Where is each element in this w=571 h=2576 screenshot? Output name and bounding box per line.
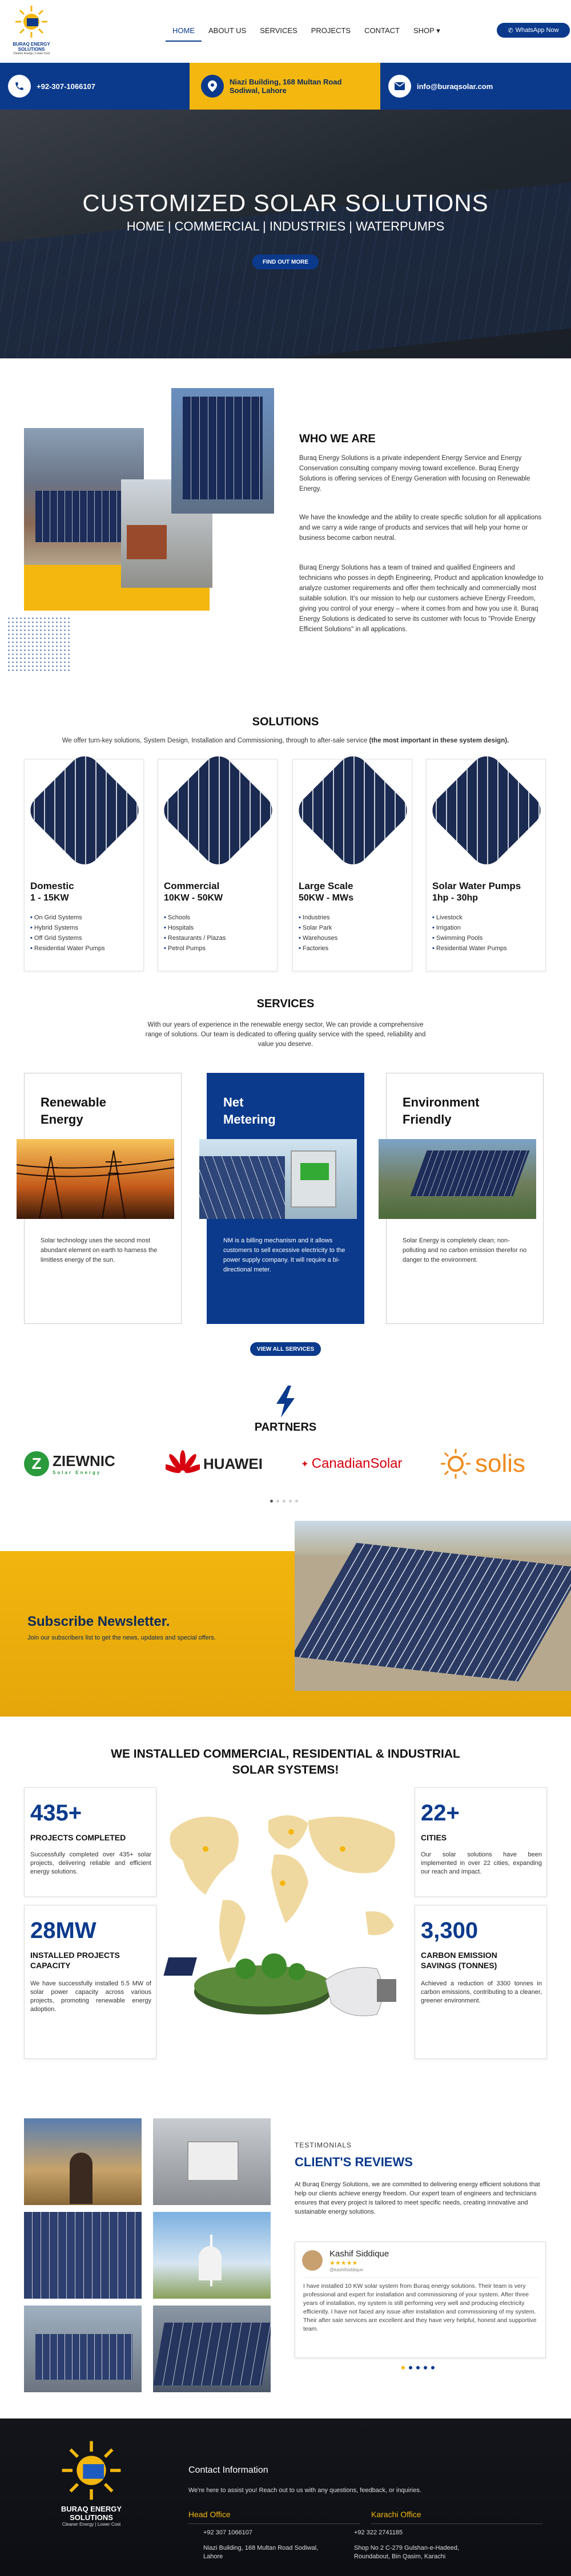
ziewnic-tagline: Solar Energy <box>53 1470 102 1475</box>
stats-title <box>0 1746 571 1778</box>
partners-carousel-dots <box>270 1500 298 1503</box>
world-map-bulb-illustration <box>160 1798 411 2049</box>
whatsapp-icon: ✆ <box>508 27 513 34</box>
solution-image <box>426 750 547 871</box>
site-footer <box>0 2418 571 2576</box>
solution-card-water-pumps[interactable] <box>426 759 546 971</box>
contact-address <box>190 63 380 110</box>
service-description: Solar Energy is completely clean; non-polluting and no carbon emission therefor no danger to the environment. <box>403 1237 527 1263</box>
who-we-are-images <box>24 388 275 662</box>
carousel-dot[interactable] <box>283 1500 286 1503</box>
partner-logo-solis <box>440 1447 525 1481</box>
solution-title: Large Scale <box>299 881 353 891</box>
stats-title-line-2: SOLAR SYSTEMS! <box>232 1763 339 1776</box>
solution-title: Solar Water Pumps <box>432 881 521 891</box>
carousel-dot[interactable] <box>276 1500 279 1503</box>
solution-range: 1hp - 30hp <box>432 893 478 903</box>
sun-logo-icon <box>14 5 49 39</box>
stat-value: 435+ <box>30 1800 82 1826</box>
solution-card-large-scale[interactable] <box>292 759 412 971</box>
footer-logo[interactable] <box>51 2439 131 2527</box>
reviews-intro: At Buraq Energy Solutions, we are committed to delivering energy efficient solutions that help our clients achieve energy freedom. Our expert team of engineers and technicians ensures that every project is tailored to meet specific needs, creating innovative and sustainable energy solutions. <box>295 2181 540 2215</box>
nav-shop[interactable] <box>407 24 447 42</box>
who-paragraph-2: We have the knowledge and the ability to create specific solution for all applications and we carry a wide range of products and services that will help your home or business become carbon neutral. <box>299 514 542 542</box>
avatar <box>302 2250 323 2271</box>
services-title: SERVICES <box>256 998 315 1010</box>
nav-projects[interactable]: PROJECTS <box>311 26 351 35</box>
service-title <box>403 1094 479 1128</box>
reviews-carousel-dots <box>401 2366 435 2369</box>
phone-icon <box>8 75 31 98</box>
client-reviews-title: CLIENT'S REVIEWS <box>295 2155 413 2169</box>
newsletter-title: Subscribe Newsletter. <box>27 1614 170 1629</box>
hero-banner <box>0 110 571 358</box>
hero-title: CUSTOMIZED SOLAR SOLUTIONS <box>82 189 489 216</box>
net-meter-photo <box>199 1139 357 1219</box>
list-item: • Residential Water Pumps <box>30 943 105 954</box>
reviewer-name: Kashif Siddique <box>329 2249 389 2259</box>
stat-label <box>421 1950 497 1971</box>
service-card-environment[interactable] <box>386 1073 544 1324</box>
contact-bar <box>0 63 571 110</box>
who-we-are-title: WHO WE ARE <box>299 433 376 445</box>
stat-card-capacity <box>24 1905 156 2059</box>
chevron-down-icon: ▾ <box>436 26 440 35</box>
stat-description: We have successfully installed 5.5 MW of solar power capacity across various projects, promoting renewable energy adoption. <box>30 1980 151 2013</box>
services-intro: With our years of experience in the renewable energy sector, We can provide a comprehensive range of solutions. Our team is dedicated to offering quality service with the speed, reliability and value you deserve. <box>145 1021 426 1048</box>
solution-title: Commercial <box>164 881 220 891</box>
nav-contact[interactable]: CONTACT <box>364 26 400 35</box>
list-item: • Petrol Pumps <box>164 943 226 954</box>
contact-info-text: We're here to assist you! Reach out to us with any questions, feedback, or inquiries. <box>188 2487 421 2494</box>
karachi-office-address: Shop No 2 C-279 Gulshan-e-Hadeed, Roundabout, Bin Qasim, Karachi <box>354 2545 460 2560</box>
stat-description: Our solar solutions have been implemented in over 22 cities, expanding our reach and impact. <box>421 1851 542 1875</box>
service-title-line-2: Metering <box>223 1112 276 1127</box>
contact-email[interactable] <box>380 63 571 110</box>
newsletter-text: Join our subscribers list to get the news, updates and special offers. <box>27 1634 216 1641</box>
service-title <box>41 1094 106 1128</box>
solution-image <box>292 750 413 871</box>
contact-info-title: Contact Information <box>188 2465 268 2475</box>
list-item: • Solar Park <box>299 923 337 933</box>
service-title-line-2: Friendly <box>403 1112 452 1127</box>
partner-logo-ziewnic <box>24 1447 115 1481</box>
footer-logo-tagline: Cleaner Energy | Lower Cost <box>62 2522 121 2527</box>
view-all-services-button[interactable]: VIEW ALL SERVICES <box>250 1342 321 1356</box>
review-photo-2 <box>153 2118 271 2205</box>
canadiansolar-wordmark: CanadianSolar <box>311 1456 403 1471</box>
solution-card-commercial[interactable] <box>158 759 278 971</box>
phone-text: +92-307-1066107 <box>37 82 96 91</box>
solution-title: Domestic <box>30 881 74 891</box>
email-text: info@buraqsolar.com <box>417 82 493 91</box>
list-item: • Restaurants / Plazas <box>164 933 226 943</box>
footer-logo-title: BURAQ ENERGY SOLUTIONS <box>61 2505 122 2522</box>
powerline-sunset-photo <box>17 1139 174 1219</box>
service-title-line-2: Energy <box>41 1112 83 1127</box>
carousel-dot[interactable] <box>295 1500 298 1503</box>
huawei-petal-icon <box>166 1450 200 1477</box>
nav-home[interactable]: HOME <box>166 24 202 42</box>
find-out-more-button[interactable]: FIND OUT MORE <box>252 255 319 269</box>
stat-label-line-2: SAVINGS (TONNES) <box>421 1961 497 1970</box>
solution-image <box>158 750 279 871</box>
solution-list <box>299 912 337 954</box>
service-description: NM is a billing mechanism and it allows customers to sell excessive electricity to the power supply company. It will require a bi-directional meter. <box>223 1237 345 1273</box>
testimonials-eyebrow: TESTIMONIALS <box>295 2141 352 2149</box>
whatsapp-label: WhatsApp Now <box>515 27 559 34</box>
ziewnic-z-icon: Z <box>24 1451 49 1476</box>
address-line-2: Sodiwal, Lahore <box>230 86 287 95</box>
ziewnic-wordmark: ZIEWNIC <box>53 1452 115 1469</box>
solution-image <box>24 750 145 871</box>
service-description: Solar technology uses the second most abundant element on earth to harness the limitless energy of the sun. <box>41 1237 158 1263</box>
partner-logo-canadiansolar <box>301 1447 403 1481</box>
list-item: • Residential Water Pumps <box>432 943 507 954</box>
mail-icon <box>388 75 411 98</box>
logo-title: BURAQ ENERGY SOLUTIONS <box>13 42 50 52</box>
who-paragraph-1: Buraq Energy Solutions is a private independent Energy Service and Energy Conservation consulting company moving toward excellence. Buraq Energy Solutions is offering services of Energy Generation with focusing on Renewable Energy. <box>299 455 530 492</box>
stat-label: CITIES <box>421 1833 447 1842</box>
karachi-office-phone[interactable]: +92 322 2741185 <box>354 2529 403 2536</box>
service-title-line-1: Net <box>223 1095 244 1109</box>
solution-card-domestic[interactable] <box>24 759 144 971</box>
stat-description: Successfully completed over 435+ solar projects, delivering reliable and efficient energy solutions. <box>30 1851 151 1875</box>
review-photo-6 <box>153 2306 271 2392</box>
partner-logo-huawei <box>166 1447 263 1481</box>
list-item: • Warehouses <box>299 933 337 943</box>
list-item: • Swimming Pools <box>432 933 507 943</box>
solutions-intro-text: We offer turn-key solutions, System Design, Installation and Commissioning, through to after-sale service <box>62 737 368 744</box>
stats-title-line-1: WE INSTALLED COMMERCIAL, RESIDENTIAL & INDUSTRIAL <box>111 1747 460 1761</box>
review-photo-5 <box>24 2306 142 2392</box>
solis-wordmark: solis <box>475 1449 526 1477</box>
solution-list <box>432 912 507 954</box>
review-card <box>295 2242 546 2358</box>
solution-list <box>30 912 105 954</box>
head-office-address: Niazi Building, 168 Multan Road Sodiwal, Lahore <box>203 2545 319 2560</box>
solutions-intro <box>0 737 571 744</box>
stat-label-line-1: INSTALLED PROJECTS <box>30 1951 120 1960</box>
stat-label-line-2: CAPACITY <box>30 1961 71 1970</box>
review-photo-1 <box>24 2118 142 2205</box>
service-card-renewable[interactable] <box>24 1073 182 1324</box>
service-title <box>223 1094 276 1128</box>
stat-card-cities <box>415 1787 547 1897</box>
nav-services[interactable]: SERVICES <box>260 26 297 35</box>
solution-range: 1 - 15KW <box>30 893 69 903</box>
stat-value: 22+ <box>421 1800 460 1826</box>
logo-tagline: Cleaner Energy | Lower Cost <box>13 52 50 55</box>
stat-description: Achieved a reduction of 3300 tonnes in carbon emissions, contributing to a cleaner, greener environment. <box>421 1980 542 2004</box>
service-title-line-1: Renewable <box>41 1095 106 1109</box>
list-item: • Irrigation <box>432 923 507 933</box>
partners-title: PARTNERS <box>254 1421 317 1434</box>
contact-phone[interactable] <box>0 63 190 110</box>
head-office-title: Head Office <box>188 2510 231 2519</box>
main-nav <box>166 24 447 42</box>
solutions-title: SOLUTIONS <box>252 716 319 728</box>
location-pin-icon <box>201 75 224 98</box>
list-item: • Schools <box>164 912 226 923</box>
carousel-dot[interactable] <box>409 2366 412 2369</box>
solution-list <box>164 912 226 954</box>
dot-pattern <box>7 616 70 673</box>
stat-value: 3,300 <box>421 1918 478 1943</box>
sun-logo-icon <box>60 2439 123 2502</box>
solar-array-photo <box>171 388 274 514</box>
huawei-wordmark: HUAWEI <box>203 1455 263 1472</box>
list-item: • Factories <box>299 943 337 954</box>
review-photo-4 <box>153 2212 271 2299</box>
lightning-icon <box>275 1386 296 1420</box>
who-paragraph-3: Buraq Energy Solutions has a team of trained and qualified Engineers and technicians who posses in depth Engineering, Product and application knowledge to analyze customer requirements and offer them technically and commercially most suitable solution. It's our mission to help our customers achieve Energy Freedom, giving you control of your energy – where it comes from and how you use it. Buraq Energy Solutions is dedicated to serve its customer with focus to "Provide Energy Efficient Solutions" in all applications. <box>299 564 544 633</box>
whatsapp-button[interactable] <box>497 23 570 38</box>
stat-value: 28MW <box>30 1918 96 1943</box>
divider <box>188 2523 360 2524</box>
solution-range: 10KW - 50KW <box>164 893 223 903</box>
head-office-phone[interactable]: +92 307 1066107 <box>203 2529 252 2536</box>
stat-label <box>30 1950 120 1971</box>
stat-card-carbon <box>415 1905 547 2059</box>
carousel-dot-active[interactable] <box>401 2366 405 2369</box>
carousel-dot[interactable] <box>416 2366 420 2369</box>
list-item: • On Grid Systems <box>30 912 105 923</box>
nav-about[interactable]: ABOUT US <box>208 26 247 35</box>
list-item: • Hospitals <box>164 923 226 933</box>
stat-label: PROJECTS COMPLETED <box>30 1833 126 1842</box>
service-title-line-1: Environment <box>403 1095 480 1109</box>
solis-sun-icon <box>440 1448 472 1480</box>
list-item: • Hybrid Systems <box>30 923 105 933</box>
stat-card-projects <box>24 1787 156 1897</box>
review-photo-3 <box>24 2212 142 2299</box>
list-item: • Industries <box>299 912 337 923</box>
service-card-net-metering[interactable] <box>207 1073 364 1324</box>
reviewer-handle: @kashifsiddique <box>329 2267 363 2272</box>
address-line-1: Niazi Building, 168 Multan Road <box>230 78 342 86</box>
carousel-dot[interactable] <box>431 2366 435 2369</box>
divider <box>371 2523 542 2524</box>
carousel-dot[interactable] <box>289 1500 292 1503</box>
carousel-dot[interactable] <box>424 2366 427 2369</box>
list-item: • Livestock <box>432 912 507 923</box>
solar-field-photo <box>379 1139 536 1219</box>
hero-subtitle: HOME | COMMERCIAL | INDUSTRIES | WATERPUMPS <box>126 219 445 233</box>
list-item: • Off Grid Systems <box>30 933 105 943</box>
maple-leaf-icon: ✦ <box>301 1459 308 1468</box>
newsletter-solar-farm-photo <box>295 1521 571 1691</box>
karachi-office-title: Karachi Office <box>371 2510 421 2519</box>
solution-range: 50KW - MWs <box>299 893 353 903</box>
solutions-intro-bold: (the most important in these system design). <box>369 737 509 744</box>
rating-stars: ★★★★★ <box>329 2260 358 2267</box>
site-logo[interactable] <box>6 5 57 56</box>
stat-label-line-1: CARBON EMISSION <box>421 1951 497 1960</box>
carousel-dot-active[interactable] <box>270 1500 273 1503</box>
nav-shop-label: SHOP <box>413 26 435 35</box>
review-text: I have installed 10 KW solar system from Buraq energy solutions. Their team is very professional and expert for installation and commissioning of your system. After three years of installation, my system is still performing very well and producing electricity efficiently. I have not faced any issue after installation and commissioning of my system. Their after sale services are excellent and they have very helpful, honest and supportive team. <box>303 2283 537 2332</box>
site-header <box>0 0 571 63</box>
